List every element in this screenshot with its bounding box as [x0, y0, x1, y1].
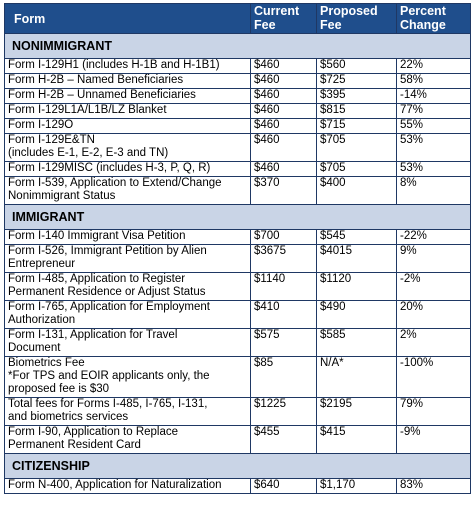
fee-table-container [4, 3, 470, 494]
form-name-line: *For TPS and EOIR applicants only, the [8, 370, 210, 382]
form-name-cell [5, 357, 251, 398]
section-title: CITIZENSHIP [5, 454, 471, 479]
form-name-line: Form I-129H1 (includes H-1B and H-1B1) [8, 59, 220, 71]
form-name-cell [5, 398, 251, 426]
form-name-cell [5, 245, 251, 273]
current-fee-cell: $3675 [251, 245, 317, 273]
percent-change-cell: 83% [397, 479, 471, 494]
column-header-form: Form [5, 4, 251, 34]
percent-change-cell: 53% [397, 162, 471, 177]
form-name-line: Form H-2B – Named Beneficiaries [8, 74, 184, 86]
current-fee-cell: $640 [251, 479, 317, 494]
proposed-fee-cell: $2195 [317, 398, 397, 426]
form-name-cell [5, 59, 251, 74]
proposed-fee-cell: $1,170 [317, 479, 397, 494]
section-title: NONIMMIGRANT [5, 34, 471, 59]
form-name-cell [5, 273, 251, 301]
column-header-percent-change [397, 4, 471, 34]
proposed-fee-cell: $1120 [317, 273, 397, 301]
table-row [5, 177, 471, 205]
percent-change-cell: -9% [397, 426, 471, 454]
form-name-line: proposed fee is $30 [8, 383, 110, 395]
table-row [5, 329, 471, 357]
current-fee-cell: $460 [251, 59, 317, 74]
column-header-proposed-fee [317, 4, 397, 34]
current-fee-cell: $1225 [251, 398, 317, 426]
current-fee-cell: $700 [251, 230, 317, 245]
proposed-fee-cell: $815 [317, 104, 397, 119]
table-row [5, 357, 471, 398]
percent-change-cell: 9% [397, 245, 471, 273]
proposed-fee-cell: $490 [317, 301, 397, 329]
form-name-line: Form I-129L1A/L1B/LZ Blanket [8, 104, 167, 116]
form-name-line: Form I-90, Application to Replace [8, 426, 179, 438]
percent-change-cell: 22% [397, 59, 471, 74]
proposed-fee-cell: $400 [317, 177, 397, 205]
table-row [5, 273, 471, 301]
form-name-line: Entrepreneur [8, 258, 76, 270]
current-fee-cell: $460 [251, 104, 317, 119]
current-fee-cell: $460 [251, 162, 317, 177]
current-fee-cell: $85 [251, 357, 317, 398]
form-name-line: Form I-485, Application to Register [8, 273, 186, 285]
percent-change-cell: 55% [397, 119, 471, 134]
proposed-fee-cell: $725 [317, 74, 397, 89]
column-header-proposed-fee-line-1: Proposed [320, 4, 378, 18]
column-header-current-fee-line-1: Current [254, 4, 300, 18]
percent-change-cell: -14% [397, 89, 471, 104]
form-name-line: Form N-400, Application for Naturalization [8, 479, 222, 491]
form-name-cell [5, 162, 251, 177]
form-name-line: Form I-131, Application for Travel [8, 329, 178, 341]
form-name-line: Permanent Resident Card [8, 439, 141, 451]
table-row [5, 59, 471, 74]
percent-change-cell: 2% [397, 329, 471, 357]
form-name-cell [5, 230, 251, 245]
current-fee-cell: $460 [251, 89, 317, 104]
column-header-current-fee-line-2: Fee [254, 18, 276, 32]
table-header-row [5, 4, 471, 34]
table-row [5, 104, 471, 119]
table-row [5, 162, 471, 177]
current-fee-cell: $460 [251, 74, 317, 89]
form-name-line: Nonimmigrant Status [8, 190, 116, 202]
table-row [5, 479, 471, 494]
proposed-fee-cell: $395 [317, 89, 397, 104]
form-name-cell [5, 426, 251, 454]
form-name-line: Document [8, 342, 61, 354]
proposed-fee-cell: $715 [317, 119, 397, 134]
proposed-fee-cell: $705 [317, 134, 397, 162]
form-name-line: Total fees for Forms I-485, I-765, I-131, [8, 398, 208, 410]
form-name-line: Form I-539, Application to Extend/Change [8, 177, 222, 189]
column-header-percent-change-line-1: Percent [400, 4, 446, 18]
section-header-row [5, 34, 471, 59]
form-name-line: Authorization [8, 314, 76, 326]
form-name-line: Form I-129MISC (includes H-3, P, Q, R) [8, 162, 211, 174]
form-name-cell [5, 301, 251, 329]
table-row [5, 245, 471, 273]
fee-comparison-table [4, 3, 471, 494]
form-name-line: Permanent Residence or Adjust Status [8, 286, 206, 298]
form-name-cell [5, 74, 251, 89]
form-name-line: Form I-526, Immigrant Petition by Alien [8, 245, 207, 257]
fee-table-body [5, 34, 471, 494]
section-header-row [5, 454, 471, 479]
table-row [5, 89, 471, 104]
table-row [5, 74, 471, 89]
table-row [5, 398, 471, 426]
form-name-cell [5, 134, 251, 162]
table-row [5, 134, 471, 162]
column-header-percent-change-line-2: Change [400, 18, 446, 32]
table-row [5, 301, 471, 329]
proposed-fee-cell: $585 [317, 329, 397, 357]
form-name-cell [5, 329, 251, 357]
form-name-cell [5, 89, 251, 104]
proposed-fee-cell: $545 [317, 230, 397, 245]
percent-change-cell: -100% [397, 357, 471, 398]
percent-change-cell: 77% [397, 104, 471, 119]
percent-change-cell: 20% [397, 301, 471, 329]
proposed-fee-cell: $560 [317, 59, 397, 74]
percent-change-cell: 53% [397, 134, 471, 162]
form-name-line: Form H-2B – Unnamed Beneficiaries [8, 89, 196, 101]
section-title: IMMIGRANT [5, 205, 471, 230]
current-fee-cell: $575 [251, 329, 317, 357]
form-name-line: and biometrics services [8, 411, 129, 423]
current-fee-cell: $370 [251, 177, 317, 205]
form-name-cell [5, 479, 251, 494]
percent-change-cell: 79% [397, 398, 471, 426]
proposed-fee-cell: N/A* [317, 357, 397, 398]
proposed-fee-cell: $705 [317, 162, 397, 177]
current-fee-cell: $460 [251, 119, 317, 134]
proposed-fee-cell: $415 [317, 426, 397, 454]
percent-change-cell: -2% [397, 273, 471, 301]
current-fee-cell: $1140 [251, 273, 317, 301]
table-row [5, 119, 471, 134]
form-name-line: Form I-765, Application for Employment [8, 301, 210, 313]
column-header-current-fee [251, 4, 317, 34]
percent-change-cell: 58% [397, 74, 471, 89]
form-name-cell [5, 119, 251, 134]
current-fee-cell: $455 [251, 426, 317, 454]
current-fee-cell: $410 [251, 301, 317, 329]
form-name-line: Biometrics Fee [8, 357, 85, 369]
proposed-fee-cell: $4015 [317, 245, 397, 273]
form-name-cell [5, 104, 251, 119]
form-name-line: (includes E-1, E-2, E-3 and TN) [8, 147, 169, 159]
current-fee-cell: $460 [251, 134, 317, 162]
form-name-line: Form I-140 Immigrant Visa Petition [8, 230, 186, 242]
form-name-line: Form I-129O [8, 119, 74, 131]
table-row [5, 230, 471, 245]
form-name-cell [5, 177, 251, 205]
section-header-row [5, 205, 471, 230]
table-row [5, 426, 471, 454]
percent-change-cell: -22% [397, 230, 471, 245]
percent-change-cell: 8% [397, 177, 471, 205]
column-header-proposed-fee-line-2: Fee [320, 18, 342, 32]
form-name-line: Form I-129E&TN [8, 134, 95, 146]
